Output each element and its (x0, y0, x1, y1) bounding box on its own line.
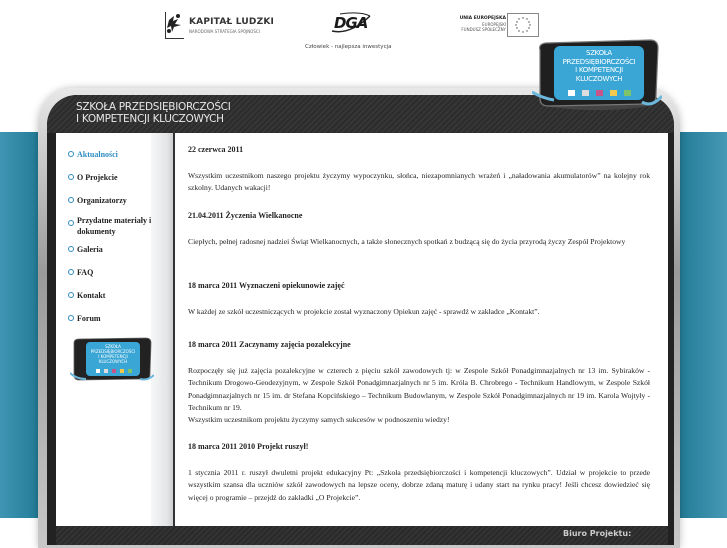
kapital-ludzki-mark-icon (165, 12, 184, 39)
news-post (188, 210, 650, 280)
post-title: 18 marca 2011 Zaczynamy zajęcia pozalekcyjne (188, 340, 351, 349)
phone-badge-line4: KLUCZOWYCH (575, 74, 623, 83)
bullet-icon (68, 197, 74, 203)
nav-item-przydatne-materialy[interactable]: Przydatne materiały i dokumenty (68, 215, 158, 245)
nav-item-aktualnosci[interactable]: Aktualności (68, 150, 158, 173)
post-body: Ciepłych, pełnej radosnej nadziei Świąt Wielkanocnych, a także słonecznych spotkań z budzącą się do życia przyrodą życzy Zespół Projektowy (188, 237, 626, 247)
site-title-line1: SZKOŁA PRZEDSIĘBIORCZOŚCI (76, 101, 231, 113)
sidebar-phone-banner[interactable] (70, 337, 154, 383)
eu-line3: FUNDUSZ SPOŁECZNY (461, 27, 506, 32)
bullet-icon (68, 269, 74, 275)
nav-item-organizatorzy[interactable]: Organizatorzy (68, 196, 158, 215)
post-body: Rozpoczęły się już zajęcia pozalekcyjne w czterech z pięciu szkół zawodowych tj: w Zespole Szkół Ponadgimnazjalnych nr 13 im. Sybiraków - Technikum Drogowo-Geodezyjnym, w Zespole Szkół Ponadgimnazjalnych nr 5 im. Króla B. Chrobrego - Technikum Handlowym, w Zespole Szkół Ponadgimnazjalnych nr 15 im. dr Stefana Kopcińskiego – Technikum Budowlanym, w Zespole Szkół Ponadgimnazjalnych nr 19 im. Karola Wojtyły - Technikum nr 19. (188, 366, 650, 412)
news-post (188, 441, 650, 504)
sidebar-phone-line4: KLUCZOWYCH (98, 359, 128, 364)
phone-badge-text (554, 49, 644, 83)
tagline: Człowiek - najlepsza inwestycja (305, 44, 392, 50)
phone-badge-logo[interactable] (532, 38, 662, 110)
nav-item-galeria[interactable]: Galeria (68, 245, 158, 268)
phone-badge-line3: I KOMPETENCJI (575, 66, 623, 74)
nav-item-o-projekcie[interactable]: O Projekcie (68, 173, 158, 196)
sidebar-nav (68, 150, 158, 330)
news-list (188, 144, 650, 504)
post-title: 21.04.2011 Życzenia Wielkanocne (188, 211, 303, 220)
bullet-icon (68, 220, 74, 226)
eu-flag-icon (507, 13, 539, 37)
bullet-icon (68, 151, 74, 157)
bullet-icon (68, 292, 74, 298)
post-body: 1 stycznia 2011 r. ruszył dwuletni projekt edukacyjny Pt: „Szkoła przedsiębiorczości i kompetencji kluczowych”. Udział w projekcie to przede wszystkim szansa dla uczniów szkół zawodowych na lepsze oceny, dobrze zdaną maturę i udany start na rynku pracy! Jeśli chcesz dowiedzieć się więcej o programie – przejdź do zakładki „O Projekcie”. (188, 468, 650, 502)
nav-item-faq[interactable]: FAQ (68, 268, 158, 291)
footer-office-label: Biuro Projektu: (563, 529, 632, 538)
kapital-ludzki-subtitle: NARODOWA STRATEGIA SPÓJNOŚCI (189, 29, 260, 34)
dga-logo-text: DGA (334, 14, 368, 32)
site-title[interactable] (76, 101, 231, 125)
post-title: 18 marca 2011 Wyznaczeni opiekunowie zajęć (188, 281, 345, 290)
post-title: 22 czerwca 2011 (188, 145, 244, 154)
news-post (188, 339, 650, 441)
eu-logo[interactable] (455, 13, 540, 37)
eu-line1: UNIA EUROPEJSKA (459, 16, 506, 21)
sidebar-phone-text (86, 344, 140, 364)
bullet-icon (68, 174, 74, 180)
main-border (173, 133, 175, 526)
kapital-ludzki-title: KAPITAŁ LUDZKI (189, 17, 275, 27)
kapital-ludzki-logo[interactable] (165, 12, 275, 38)
dga-logo[interactable] (330, 12, 372, 34)
post-body: W każdej ze szkół uczestniczących w projekcie został wyznaczony Opiekun zajęć - sprawdź w zakładce „Kontakt”. (188, 307, 540, 317)
eu-logo-text (460, 15, 506, 33)
eu-line2: EUROPEJSKI (482, 21, 506, 27)
sidebar-phone-line1: SZKOŁA (105, 344, 121, 349)
news-post (188, 280, 650, 339)
nav-item-kontakt[interactable]: Kontakt (68, 291, 158, 314)
sidebar-phone-line3: I KOMPETENCJI (98, 354, 128, 359)
bullet-icon (68, 315, 74, 321)
phone-badge-line2: PRZEDSIĘBIORCZOŚCI (562, 57, 636, 66)
post-body: Wszystkim uczestnikom naszego projektu życzymy wypoczynku, słońca, niezapomnianych wrażeń i „naładowania akumulatorów” na kolejny rok szkolny. Udanych wakacji! (188, 171, 650, 193)
nav-item-forum[interactable]: Forum (68, 314, 158, 330)
post-title: 18 marca 2011 2010 Projekt ruszył! (188, 442, 309, 451)
bullet-icon (68, 246, 74, 252)
site-title-line2: I KOMPETENCJI KLUCZOWYCH (76, 113, 224, 125)
phone-badge-line1: SZKOŁA (586, 49, 612, 57)
news-post (188, 144, 650, 210)
post-body-extra: Wszystkim uczestnikom projektu życzymy samych sukcesów w podnoszeniu wiedzy! (188, 415, 450, 425)
right-background-band (673, 132, 727, 518)
sidebar-phone-line2: PRZEDSIĘBIORCZOŚCI (90, 349, 136, 354)
